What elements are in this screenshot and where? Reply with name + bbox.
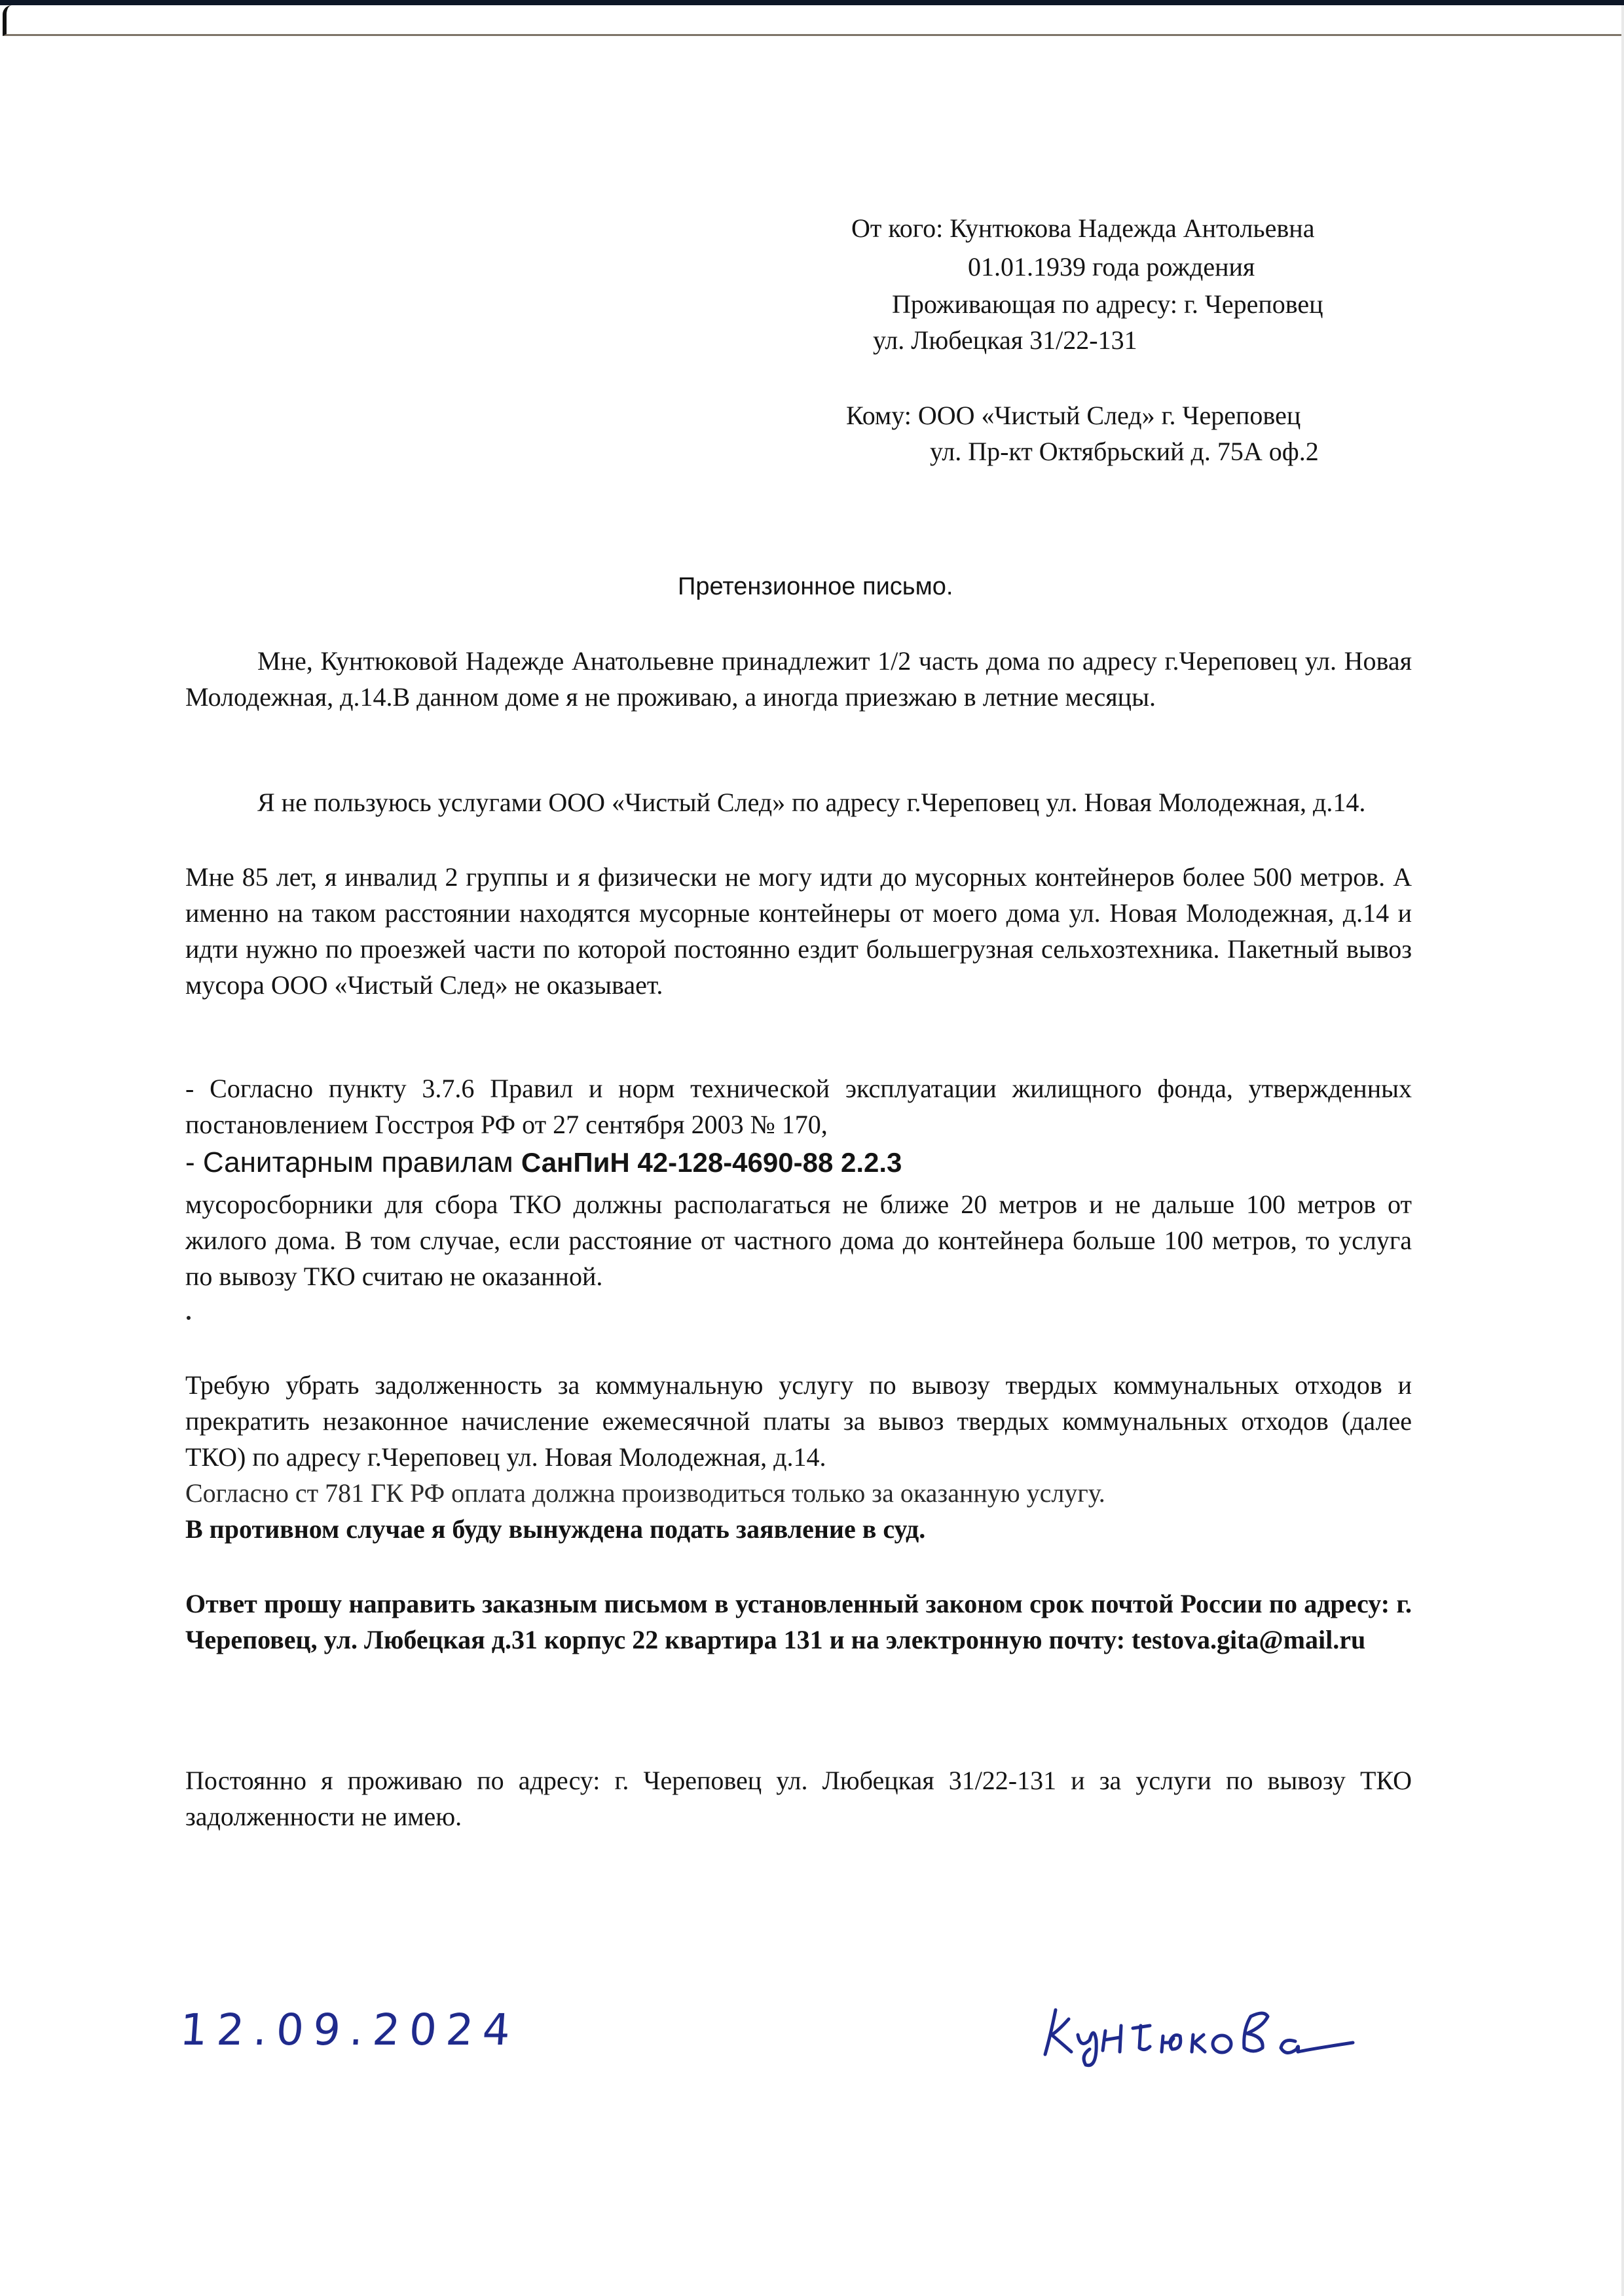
paragraph-distance-rule: мусоросборники для сбора ТКО должны располагаться не ближе 20 метров и не дальше 100 метров от жилого дома. В том случае, если расстояние от частного дома до контейнера больше 100 метров, то услуга по вывозу ТКО считаю не оказанной.: [185, 1190, 1412, 1291]
rule-2-prefix: - Санитарным правилам: [185, 1146, 521, 1178]
paragraph-no-services: Я не пользуюсь услугами ООО «Чистый След» по адресу г.Череповец ул. Новая Молодежная, д.14.: [257, 788, 1366, 817]
paragraph-residence: Постоянно я проживаю по адресу: г. Череповец ул. Любецкая 31/22-131 и за услуги по вывозу ТКО задолженности не имею.: [185, 1766, 1412, 1831]
paragraph-court-warning: В противном случае я буду вынуждена подать заявление в суд.: [185, 1514, 926, 1544]
handwritten-date: 12.09.2024: [178, 2005, 521, 2055]
recipient-to-line: Кому: ООО «Чистый След» г. Череповец: [846, 401, 1301, 430]
paragraph-ownership: Мне, Кунтюковой Надежде Анатольевне принадлежит 1/2 часть дома по адресу г.Череповец ул. Новая Молодежная, д.14.В данном доме я не проживаю, а иногда приезжаю в летние месяцы.: [185, 646, 1412, 712]
sender-address-line2: ул. Любецкая 31/22-131: [873, 325, 1137, 355]
paragraph-rule-1: - Согласно пункту 3.7.6 Правил и норм технической эксплуатации жилищного фонда, утвержденных постановлением Госстроя РФ от 27 сентября 2003 № 170,: [185, 1074, 1412, 1139]
sender-address-line1: Проживающая по адресу: г. Череповец: [892, 289, 1323, 319]
signature: [1035, 1997, 1401, 2075]
paragraph-law-reference: Согласно ст 781 ГК РФ оплата должна производиться только за оказанную услугу.: [185, 1478, 1105, 1508]
paragraph-disability: Мне 85 лет, я инвалид 2 группы и я физически не могу идти до мусорных контейнеров более 500 метров. А именно на таком расстоянии находятся мусорные контейнеры от моего дома ул. Новая Молодежная, д.14 и идти нужно по проезжей части по которой постоянно ездит большегрузная сельхозтехника. Пакетный вывоз мусора ООО «Чистый След» не оказывает.: [185, 862, 1412, 1000]
scan-edge-top: [0, 0, 1624, 5]
paragraph-demand: Требую убрать задолженность за коммунальную услугу по вывозу твердых коммунальных отходов и прекратить незаконное начисление ежемесячной платы за вывоз твердых коммунальных отходов (далее ТКО) по адресу г.Череповец ул. Новая Молодежная, д.14.: [185, 1370, 1412, 1472]
document-title: Претензионное письмо.: [678, 573, 953, 600]
scan-edge-right: [1621, 5, 1624, 2296]
recipient-address-line: ул. Пр-кт Октябрьский д. 75А оф.2: [930, 437, 1319, 466]
rule-2-code: СанПиН 42-128-4690-88 2.2.3: [521, 1147, 902, 1178]
scan-paper-fold: [3, 5, 1624, 36]
sender-from-line: От кого: Кунтюкова Надежда Антольевна: [851, 213, 1315, 243]
paragraph-reply-request: Ответ прошу направить заказным письмом в установленный законом срок почтой России по адресу: г. Череповец, ул. Любецкая д.31 корпус 22 квартира 131 и на электронную почту: testova.gita@mail.ru: [185, 1589, 1412, 1654]
stray-mark: [187, 1316, 191, 1320]
sender-birth-line: 01.01.1939 года рождения: [968, 252, 1255, 282]
paragraph-rule-2: [185, 1144, 1412, 1181]
